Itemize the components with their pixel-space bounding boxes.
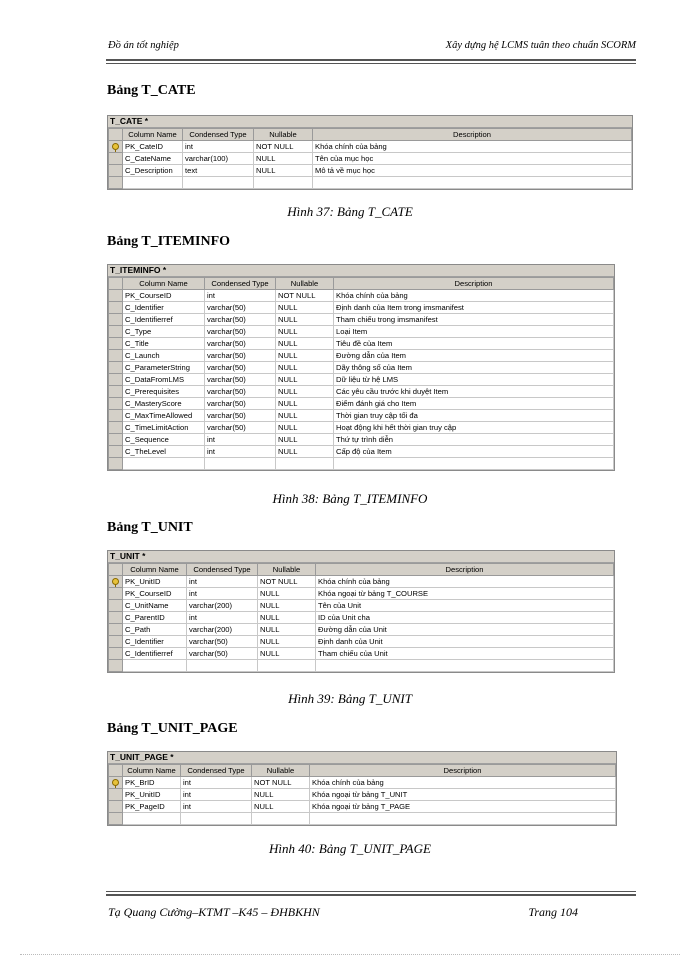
table-cell[interactable]: Thứ tự trình diễn <box>334 434 614 446</box>
header-rule <box>106 59 636 61</box>
table-cell[interactable]: NULL <box>276 314 334 326</box>
table-grid <box>108 277 614 470</box>
table-cell[interactable]: C_UnitName <box>123 600 187 612</box>
table-cell[interactable]: NULL <box>258 624 316 636</box>
col-header[interactable]: Description <box>316 564 614 576</box>
table-cell[interactable]: C_Identifierref <box>123 648 187 660</box>
col-header[interactable]: Nullable <box>254 129 313 141</box>
table-cell[interactable]: Thời gian truy cập tối đa <box>334 410 614 422</box>
table-row[interactable] <box>109 290 614 302</box>
table-cell[interactable]: Đường dẫn của Unit <box>316 624 614 636</box>
table-row[interactable] <box>109 636 614 648</box>
table-t-cate <box>107 115 633 190</box>
table-cell[interactable]: NULL <box>258 648 316 660</box>
table-cell[interactable]: int <box>181 801 252 813</box>
table-cell[interactable]: PK_CateID <box>123 141 183 153</box>
col-header[interactable]: Description <box>310 765 616 777</box>
col-header[interactable]: Nullable <box>276 278 334 290</box>
table-cell[interactable]: C_MasteryScore <box>123 398 205 410</box>
table-cell[interactable]: NULL <box>276 362 334 374</box>
corner-cell <box>109 278 123 290</box>
table-row[interactable] <box>109 410 614 422</box>
table-cell[interactable]: text <box>183 165 254 177</box>
table-cell[interactable]: Tiêu đề của Item <box>334 338 614 350</box>
row-selector[interactable] <box>109 588 123 600</box>
figure-caption: Hình 37: Bảng T_CATE <box>287 204 413 219</box>
row-selector[interactable] <box>109 801 123 813</box>
table-cell[interactable]: int <box>205 434 276 446</box>
section-heading: Bảng T_UNIT <box>107 520 193 535</box>
table-cell[interactable]: C_MaxTimeAllowed <box>123 410 205 422</box>
figure-caption: Hình 40: Bảng T_UNIT_PAGE <box>269 841 431 856</box>
table-cell[interactable]: varchar(50) <box>205 326 276 338</box>
header-right: Xây dựng hệ LCMS tuân theo chuẩn SCORM <box>445 40 636 51</box>
table-cell[interactable]: PK_CourseID <box>123 588 187 600</box>
table-cell[interactable]: NULL <box>252 789 310 801</box>
table-cell[interactable]: varchar(50) <box>205 410 276 422</box>
row-selector[interactable] <box>109 434 123 446</box>
table-cell[interactable]: int <box>205 290 276 302</box>
table-row[interactable] <box>109 612 614 624</box>
section-heading: Bảng T_ITEMINFO <box>107 234 231 249</box>
table-cell[interactable]: C_TheLevel <box>123 446 205 458</box>
table-cell[interactable]: C_Prerequisites <box>123 386 205 398</box>
table-cell[interactable]: Các yêu cầu trước khi duyệt Item <box>334 386 614 398</box>
table-cell[interactable]: C_Launch <box>123 350 205 362</box>
col-header[interactable]: Condensed Type <box>183 129 254 141</box>
table-row[interactable] <box>109 386 614 398</box>
table-cell[interactable]: NULL <box>276 326 334 338</box>
table-cell[interactable]: ID của Unit cha <box>316 612 614 624</box>
table-cell[interactable]: int <box>205 446 276 458</box>
table-cell[interactable]: Điểm đánh giá cho Item <box>334 398 614 410</box>
table-cell[interactable]: varchar(50) <box>205 398 276 410</box>
table-row[interactable] <box>109 446 614 458</box>
table-cell[interactable]: varchar(200) <box>187 600 258 612</box>
table-row[interactable] <box>109 624 614 636</box>
table-cell[interactable]: Tên của mục học <box>313 153 632 165</box>
col-header[interactable]: Column Name <box>123 278 205 290</box>
header-left: Đồ án tốt nghiệp <box>108 40 179 51</box>
table-cell[interactable]: C_Identifierref <box>123 314 205 326</box>
table-cell[interactable]: varchar(50) <box>205 386 276 398</box>
table-cell[interactable]: NULL <box>276 350 334 362</box>
row-selector[interactable] <box>109 326 123 338</box>
table-row[interactable] <box>109 326 614 338</box>
table-cell[interactable]: int <box>187 612 258 624</box>
table-cell[interactable]: varchar(50) <box>187 636 258 648</box>
footer-author: Tạ Quang Cường–KTMT –K45 – ĐHBKHN <box>108 905 320 919</box>
table-row[interactable] <box>109 398 614 410</box>
table-cell[interactable]: NULL <box>276 302 334 314</box>
table-row[interactable] <box>109 153 632 165</box>
row-selector[interactable] <box>109 141 123 153</box>
corner-cell <box>109 564 123 576</box>
row-selector[interactable] <box>109 338 123 350</box>
row-selector[interactable] <box>109 648 123 660</box>
table-cell[interactable]: C_ParameterString <box>123 362 205 374</box>
table-header-row <box>109 129 632 141</box>
footer-rule-thin <box>106 891 636 892</box>
table-t-iteminfo <box>107 264 615 471</box>
table-cell[interactable]: Loại Item <box>334 326 614 338</box>
table-row[interactable] <box>109 302 614 314</box>
page-header <box>108 40 636 56</box>
figure-caption: Hình 38: Bảng T_ITEMINFO <box>272 491 428 506</box>
table-cell[interactable]: int <box>187 588 258 600</box>
table-row[interactable] <box>109 588 614 600</box>
table-row-empty[interactable] <box>109 660 614 672</box>
table-cell[interactable]: NULL <box>276 446 334 458</box>
table-cell[interactable]: Cấp độ của Item <box>334 446 614 458</box>
row-selector[interactable] <box>109 386 123 398</box>
table-cell[interactable]: C_Title <box>123 338 205 350</box>
row-selector[interactable] <box>109 314 123 326</box>
table-cell[interactable]: varchar(50) <box>205 350 276 362</box>
row-selector[interactable] <box>109 302 123 314</box>
table-row[interactable] <box>109 434 614 446</box>
table-cell[interactable]: NULL <box>254 165 313 177</box>
table-cell[interactable]: Khóa ngoại từ bảng T_UNIT <box>310 789 616 801</box>
table-row[interactable] <box>109 314 614 326</box>
table-cell[interactable]: NULL <box>276 410 334 422</box>
table-cell[interactable]: int <box>187 576 258 588</box>
page-number: Trang 104 <box>528 905 578 919</box>
table-cell[interactable]: NULL <box>276 422 334 434</box>
row-selector[interactable] <box>109 374 123 386</box>
section-heading: Bảng T_CATE <box>107 83 196 98</box>
table-cell[interactable]: PK_UnitID <box>123 789 181 801</box>
figure-caption: Hình 39: Bảng T_UNIT <box>288 691 412 706</box>
table-cell[interactable]: C_Description <box>123 165 183 177</box>
row-selector[interactable] <box>109 624 123 636</box>
table-row[interactable] <box>109 350 614 362</box>
table-row[interactable] <box>109 789 616 801</box>
table-row[interactable] <box>109 338 614 350</box>
col-header[interactable]: Condensed Type <box>187 564 258 576</box>
table-row-empty[interactable] <box>109 177 632 189</box>
table-cell[interactable]: varchar(50) <box>205 422 276 434</box>
row-selector[interactable] <box>109 789 123 801</box>
table-cell[interactable]: C_Sequence <box>123 434 205 446</box>
row-selector[interactable] <box>109 422 123 434</box>
table-title: T_UNIT_PAGE * <box>108 752 616 764</box>
table-cell[interactable]: varchar(50) <box>205 362 276 374</box>
table-cell[interactable]: PK_PageID <box>123 801 181 813</box>
table-row[interactable] <box>109 374 614 386</box>
table-cell[interactable]: NULL <box>258 600 316 612</box>
row-selector[interactable] <box>109 410 123 422</box>
row-selector[interactable] <box>109 636 123 648</box>
table-cell[interactable]: NULL <box>276 398 334 410</box>
table-cell[interactable]: NOT NULL <box>276 290 334 302</box>
table-title: T_UNIT * <box>108 551 614 563</box>
table-cell[interactable]: C_TimeLimitAction <box>123 422 205 434</box>
table-cell[interactable]: Khóa chính của bảng <box>334 290 614 302</box>
table-cell[interactable]: NOT NULL <box>258 576 316 588</box>
table-header-row <box>109 278 614 290</box>
table-grid <box>108 563 614 672</box>
table-cell[interactable]: NULL <box>258 612 316 624</box>
table-cell[interactable]: varchar(50) <box>205 374 276 386</box>
primary-key-icon <box>112 143 119 150</box>
table-cell[interactable]: Khóa ngoại từ bảng T_PAGE <box>310 801 616 813</box>
section-heading: Bảng T_UNIT_PAGE <box>107 721 238 736</box>
row-selector[interactable] <box>109 813 123 825</box>
row-selector[interactable] <box>109 177 123 189</box>
table-cell[interactable]: Định danh của Unit <box>316 636 614 648</box>
col-header[interactable]: Column Name <box>123 564 187 576</box>
row-selector[interactable] <box>109 398 123 410</box>
col-header[interactable]: Nullable <box>258 564 316 576</box>
table-cell[interactable]: Khóa ngoại từ bảng T_COURSE <box>316 588 614 600</box>
table-header-row <box>109 564 614 576</box>
row-selector[interactable] <box>109 290 123 302</box>
page-break-line <box>20 954 680 955</box>
header-rule-thin <box>106 63 636 64</box>
corner-cell <box>109 765 123 777</box>
table-cell[interactable]: varchar(50) <box>187 648 258 660</box>
table-cell[interactable]: Tên của Unit <box>316 600 614 612</box>
col-header[interactable]: Description <box>313 129 632 141</box>
table-cell[interactable]: varchar(50) <box>205 314 276 326</box>
table-cell[interactable]: int <box>181 789 252 801</box>
table-row[interactable] <box>109 165 632 177</box>
table-cell[interactable]: PK_BrID <box>123 777 181 789</box>
table-cell[interactable]: C_Identifier <box>123 302 205 314</box>
table-row[interactable] <box>109 141 632 153</box>
primary-key-icon <box>112 578 119 585</box>
col-header[interactable]: Nullable <box>252 765 310 777</box>
table-cell[interactable]: NULL <box>258 636 316 648</box>
row-selector[interactable] <box>109 153 123 165</box>
table-grid <box>108 764 616 825</box>
table-row[interactable] <box>109 576 614 588</box>
row-selector[interactable] <box>109 165 123 177</box>
table-cell[interactable]: varchar(50) <box>205 338 276 350</box>
table-header-row <box>109 765 616 777</box>
table-cell[interactable]: PK_CourseID <box>123 290 205 302</box>
table-cell[interactable]: NULL <box>276 374 334 386</box>
primary-key-icon <box>112 779 119 786</box>
table-cell[interactable]: Khóa chính của bảng <box>316 576 614 588</box>
table-row[interactable] <box>109 648 614 660</box>
col-header[interactable]: Description <box>334 278 614 290</box>
row-selector[interactable] <box>109 446 123 458</box>
table-cell[interactable]: NULL <box>276 338 334 350</box>
col-header[interactable]: Condensed Type <box>205 278 276 290</box>
corner-cell <box>109 129 123 141</box>
table-cell[interactable]: varchar(50) <box>205 302 276 314</box>
col-header[interactable]: Column Name <box>123 765 181 777</box>
table-cell[interactable]: C_Identifier <box>123 636 187 648</box>
table-grid <box>108 128 632 189</box>
table-cell[interactable]: NULL <box>276 434 334 446</box>
row-selector[interactable] <box>109 777 123 789</box>
table-cell[interactable]: Dãy thông số của Item <box>334 362 614 374</box>
table-cell[interactable]: Tham chiếu trong imsmanifest <box>334 314 614 326</box>
table-cell[interactable]: NOT NULL <box>252 777 310 789</box>
table-cell[interactable]: varchar(100) <box>183 153 254 165</box>
table-row-empty[interactable] <box>109 458 614 470</box>
col-header[interactable]: Condensed Type <box>181 765 252 777</box>
row-selector[interactable] <box>109 350 123 362</box>
table-cell[interactable]: C_DataFromLMS <box>123 374 205 386</box>
table-cell[interactable]: Khóa chính của bảng <box>313 141 632 153</box>
table-cell[interactable]: Khóa chính của bảng <box>310 777 616 789</box>
table-cell[interactable]: Hoạt động khi hết thời gian truy cập <box>334 422 614 434</box>
table-row[interactable] <box>109 801 616 813</box>
table-cell[interactable]: NULL <box>254 153 313 165</box>
table-cell[interactable]: Mô tả về mục học <box>313 165 632 177</box>
table-cell[interactable]: C_ParentID <box>123 612 187 624</box>
table-cell[interactable]: Định danh của Item trong imsmanifest <box>334 302 614 314</box>
table-row[interactable] <box>109 362 614 374</box>
table-t-unit <box>107 550 615 673</box>
table-cell[interactable]: C_Path <box>123 624 187 636</box>
table-cell[interactable]: C_Type <box>123 326 205 338</box>
row-selector[interactable] <box>109 576 123 588</box>
row-selector[interactable] <box>109 612 123 624</box>
table-t-unit-page <box>107 751 617 826</box>
table-cell[interactable]: Tham chiếu của Unit <box>316 648 614 660</box>
table-title: T_ITEMINFO * <box>108 265 614 277</box>
row-selector[interactable] <box>109 362 123 374</box>
footer-rule <box>106 894 636 896</box>
table-cell[interactable]: varchar(200) <box>187 624 258 636</box>
table-row-empty[interactable] <box>109 813 616 825</box>
table-cell[interactable]: C_CateName <box>123 153 183 165</box>
row-selector[interactable] <box>109 600 123 612</box>
col-header[interactable]: Column Name <box>123 129 183 141</box>
table-cell[interactable]: NULL <box>276 386 334 398</box>
row-selector[interactable] <box>109 660 123 672</box>
table-row[interactable] <box>109 422 614 434</box>
table-cell[interactable]: int <box>181 777 252 789</box>
row-selector[interactable] <box>109 458 123 470</box>
table-cell[interactable]: NULL <box>252 801 310 813</box>
table-row[interactable] <box>109 777 616 789</box>
table-cell[interactable]: NULL <box>258 588 316 600</box>
table-row[interactable] <box>109 600 614 612</box>
table-cell[interactable]: Đường dẫn của Item <box>334 350 614 362</box>
page-footer <box>108 905 578 923</box>
table-title: T_CATE * <box>108 116 632 128</box>
table-cell[interactable]: NOT NULL <box>254 141 313 153</box>
table-cell[interactable]: int <box>183 141 254 153</box>
table-cell[interactable]: PK_UnitID <box>123 576 187 588</box>
table-cell[interactable]: Dữ liệu từ hệ LMS <box>334 374 614 386</box>
